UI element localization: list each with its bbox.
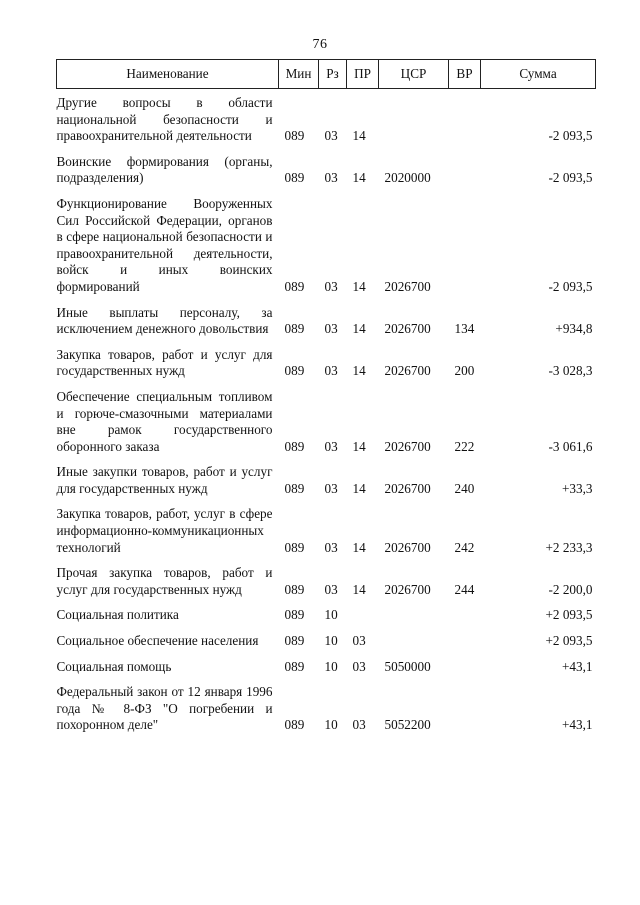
cell-vr	[449, 601, 481, 627]
cell-name: Воинские формирования (органы, подразделения)	[56, 153, 273, 186]
cell-sum: +33,3	[561, 480, 593, 496]
cell-pr: 03	[352, 658, 366, 674]
cell-csr: 2020000	[384, 170, 431, 186]
cell-vr	[449, 627, 481, 653]
cell-min: 089	[284, 278, 305, 294]
cell-name: Иные закупки товаров, работ и услуг для государственных нужд	[56, 464, 273, 496]
cell-csr: 2026700	[384, 363, 431, 379]
page-number: 76	[312, 37, 328, 52]
cell-min: 089	[284, 658, 305, 674]
cell-min: 089	[284, 581, 305, 597]
table-row	[57, 559, 596, 601]
cell-pr: 14	[352, 438, 366, 454]
cell-csr: 5052200	[384, 717, 431, 733]
table-row	[57, 190, 596, 299]
cell-csr: 2026700	[384, 581, 431, 597]
cell-name: Функционирование Вооруженных Сил Российской Федерации, органов в сфере национальной безопасности и правоохранительной деятельности, войск и иных воинских формирований	[56, 195, 273, 294]
cell-sum: -2 200,0	[548, 581, 593, 597]
cell-rz: 03	[324, 128, 338, 144]
cell-pr: 14	[352, 581, 366, 597]
table-body	[57, 89, 596, 738]
cell-sum: +2 093,5	[545, 633, 593, 649]
cell-rz: 03	[324, 581, 338, 597]
cell-name: Обеспечение специальным топливом и горюче-смазочными материалами вне рамок государственного оборонного заказа	[56, 388, 273, 454]
cell-name: Прочая закупка товаров, работ и услуг для государственных нужд	[56, 565, 273, 597]
cell-vr: 200	[454, 363, 475, 379]
cell-sum: -3 061,6	[548, 438, 593, 454]
header-min: Мин	[279, 60, 319, 89]
cell-min: 089	[284, 607, 305, 623]
cell-rz: 03	[324, 278, 338, 294]
table-row	[57, 601, 596, 627]
header-pr: ПР	[347, 60, 379, 89]
cell-rz: 10	[324, 717, 338, 733]
cell-pr: 14	[352, 539, 366, 555]
table-row	[57, 89, 596, 148]
cell-name: Иные выплаты персоналу, за исключением денежного довольствия	[56, 304, 273, 337]
cell-sum: -2 093,5	[548, 128, 593, 144]
table-header	[57, 60, 596, 89]
cell-rz: 03	[324, 438, 338, 454]
table-row	[57, 653, 596, 679]
cell-vr	[449, 653, 481, 679]
cell-rz: 10	[324, 633, 338, 649]
cell-name: Социальная политика	[56, 607, 179, 623]
cell-vr	[449, 678, 481, 737]
cell-name: Федеральный закон от 12 января 1996 года № 8-ФЗ "О погребении и похоронном деле"	[56, 684, 273, 733]
cell-min: 089	[284, 321, 305, 337]
cell-vr: 222	[454, 438, 475, 454]
cell-rz: 10	[324, 658, 338, 674]
header-sum: Сумма	[481, 60, 596, 89]
cell-pr: 14	[352, 170, 366, 186]
table-row	[57, 500, 596, 559]
cell-pr: 14	[352, 278, 366, 294]
header-name: Наименование	[57, 60, 279, 89]
cell-min: 089	[284, 438, 305, 454]
cell-min: 089	[284, 633, 305, 649]
header-vr: ВР	[449, 60, 481, 89]
cell-name: Закупка товаров, работ и услуг для государственных нужд	[56, 346, 273, 379]
cell-vr	[449, 148, 481, 190]
cell-name: Социальное обеспечение населения	[56, 633, 259, 649]
cell-csr: 2026700	[384, 438, 431, 454]
cell-rz: 03	[324, 539, 338, 555]
cell-pr	[347, 601, 379, 627]
cell-sum: +43,1	[561, 658, 593, 674]
cell-pr: 03	[352, 717, 366, 733]
cell-name: Закупка товаров, работ, услуг в сфере информационно-коммуникационных технологий	[56, 506, 273, 555]
cell-min: 089	[284, 717, 305, 733]
cell-rz: 03	[324, 480, 338, 496]
cell-name: Другие вопросы в области национальной безопасности и правоохранительной деятельности	[56, 95, 273, 144]
cell-sum: +934,8	[555, 321, 593, 337]
table-row	[57, 148, 596, 190]
cell-rz: 03	[324, 170, 338, 186]
cell-min: 089	[284, 480, 305, 496]
cell-csr: 2026700	[384, 278, 431, 294]
cell-min: 089	[284, 170, 305, 186]
cell-csr	[379, 601, 449, 627]
cell-pr: 03	[352, 633, 366, 649]
cell-csr: 2026700	[384, 480, 431, 496]
cell-min: 089	[284, 128, 305, 144]
cell-vr: 240	[454, 480, 475, 496]
cell-vr: 244	[454, 581, 475, 597]
budget-table	[56, 59, 596, 737]
cell-csr: 2026700	[384, 539, 431, 555]
cell-pr: 14	[352, 363, 366, 379]
table-row	[57, 299, 596, 341]
cell-sum: +2 093,5	[545, 607, 593, 623]
table-row	[57, 627, 596, 653]
cell-csr	[379, 89, 449, 148]
cell-rz: 03	[324, 321, 338, 337]
header-row	[57, 60, 596, 89]
cell-vr	[449, 89, 481, 148]
cell-rz: 10	[324, 607, 338, 623]
cell-sum: +2 233,3	[545, 539, 593, 555]
table-row	[57, 678, 596, 737]
header-csr: ЦСР	[379, 60, 449, 89]
cell-sum: +43,1	[561, 717, 593, 733]
table-row	[57, 458, 596, 500]
cell-pr: 14	[352, 128, 366, 144]
cell-min: 089	[284, 363, 305, 379]
cell-sum: -2 093,5	[548, 170, 593, 186]
cell-vr: 134	[454, 321, 475, 337]
cell-vr: 242	[454, 539, 475, 555]
table-row	[57, 383, 596, 458]
cell-name: Социальная помощь	[56, 658, 172, 674]
cell-rz: 03	[324, 363, 338, 379]
cell-sum: -3 028,3	[548, 363, 593, 379]
cell-pr: 14	[352, 480, 366, 496]
cell-sum: -2 093,5	[548, 278, 593, 294]
cell-vr	[449, 190, 481, 299]
cell-csr	[379, 627, 449, 653]
cell-min: 089	[284, 539, 305, 555]
table-row	[57, 341, 596, 383]
cell-csr: 5050000	[384, 658, 431, 674]
cell-csr: 2026700	[384, 321, 431, 337]
cell-pr: 14	[352, 321, 366, 337]
header-rz: Рз	[319, 60, 347, 89]
